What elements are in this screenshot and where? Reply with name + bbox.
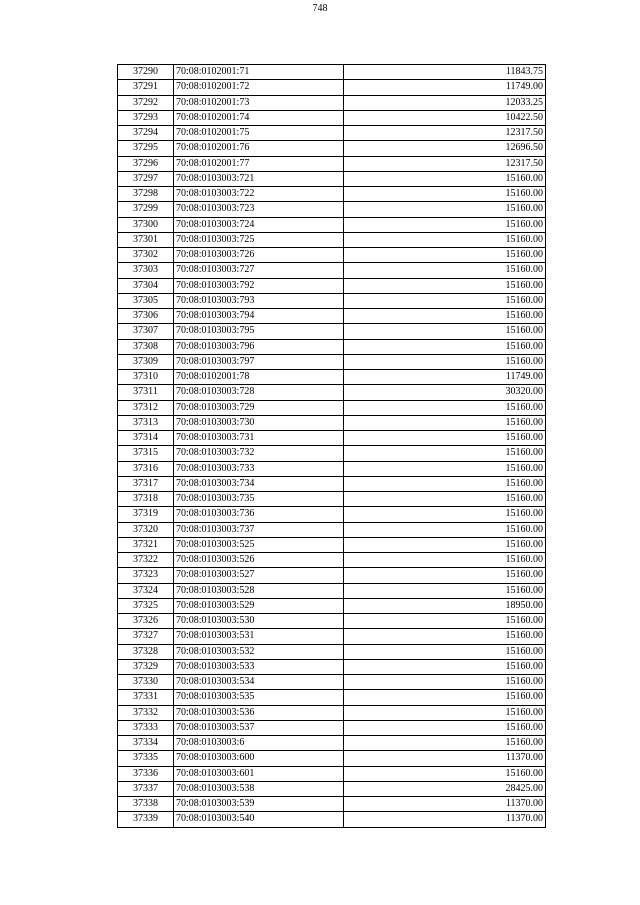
cadastral-number-cell: 70:08:0103003:727 <box>174 263 344 278</box>
row-number-cell: 37290 <box>118 65 174 80</box>
row-number-cell: 37332 <box>118 705 174 720</box>
cadastral-number-cell: 70:08:0103003:722 <box>174 187 344 202</box>
cadastral-number-cell: 70:08:0103003:734 <box>174 476 344 491</box>
table-row <box>118 385 546 400</box>
table-row <box>118 171 546 186</box>
cadastral-number-cell: 70:08:0103003:540 <box>174 812 344 827</box>
cadastral-number-cell: 70:08:0103003:532 <box>174 644 344 659</box>
value-cell: 15160.00 <box>344 522 546 537</box>
table-row <box>118 354 546 369</box>
row-number-cell: 37292 <box>118 95 174 110</box>
value-cell: 15160.00 <box>344 232 546 247</box>
table-row <box>118 278 546 293</box>
row-number-cell: 37299 <box>118 202 174 217</box>
cadastral-number-cell: 70:08:0103003:732 <box>174 446 344 461</box>
table-row <box>118 446 546 461</box>
row-number-cell: 37298 <box>118 187 174 202</box>
cadastral-number-cell: 70:08:0103003:534 <box>174 675 344 690</box>
cadastral-number-cell: 70:08:0103003:733 <box>174 461 344 476</box>
value-cell: 15160.00 <box>344 217 546 232</box>
value-cell: 28425.00 <box>344 781 546 796</box>
cadastral-number-cell: 70:08:0103003:797 <box>174 354 344 369</box>
value-cell: 12317.50 <box>344 156 546 171</box>
value-cell: 18950.00 <box>344 598 546 613</box>
row-number-cell: 37319 <box>118 507 174 522</box>
value-cell: 11370.00 <box>344 751 546 766</box>
table-row <box>118 583 546 598</box>
value-cell: 11370.00 <box>344 797 546 812</box>
value-cell: 15160.00 <box>344 766 546 781</box>
value-cell: 15160.00 <box>344 171 546 186</box>
table-row <box>118 309 546 324</box>
value-cell: 15160.00 <box>344 293 546 308</box>
row-number-cell: 37316 <box>118 461 174 476</box>
cadastral-number-cell: 70:08:0103003:721 <box>174 171 344 186</box>
table-row <box>118 324 546 339</box>
table-row <box>118 339 546 354</box>
value-cell: 15160.00 <box>344 553 546 568</box>
value-cell: 15160.00 <box>344 431 546 446</box>
table-row <box>118 507 546 522</box>
cadastral-number-cell: 70:08:0103003:531 <box>174 629 344 644</box>
cadastral-number-cell: 70:08:0102001:76 <box>174 141 344 156</box>
table-row <box>118 187 546 202</box>
cadastral-number-cell: 70:08:0103003:726 <box>174 248 344 263</box>
row-number-cell: 37294 <box>118 126 174 141</box>
table-row <box>118 751 546 766</box>
table-row <box>118 797 546 812</box>
table-row <box>118 293 546 308</box>
row-number-cell: 37307 <box>118 324 174 339</box>
cadastral-number-cell: 70:08:0103003:539 <box>174 797 344 812</box>
table-row <box>118 629 546 644</box>
row-number-cell: 37335 <box>118 751 174 766</box>
table-row <box>118 644 546 659</box>
row-number-cell: 37326 <box>118 614 174 629</box>
row-number-cell: 37327 <box>118 629 174 644</box>
cadastral-number-cell: 70:08:0103003:735 <box>174 492 344 507</box>
value-cell: 15160.00 <box>344 736 546 751</box>
value-cell: 15160.00 <box>344 461 546 476</box>
cadastral-number-cell: 70:08:0103003:537 <box>174 720 344 735</box>
row-number-cell: 37296 <box>118 156 174 171</box>
cadastral-number-cell: 70:08:0103003:725 <box>174 232 344 247</box>
value-cell: 15160.00 <box>344 537 546 552</box>
table-row <box>118 95 546 110</box>
value-cell: 15160.00 <box>344 614 546 629</box>
table-container <box>117 64 546 828</box>
value-cell: 15160.00 <box>344 339 546 354</box>
value-cell: 15160.00 <box>344 446 546 461</box>
cadastral-number-cell: 70:08:0103003:792 <box>174 278 344 293</box>
row-number-cell: 37310 <box>118 370 174 385</box>
row-number-cell: 37303 <box>118 263 174 278</box>
row-number-cell: 37324 <box>118 583 174 598</box>
table-row <box>118 461 546 476</box>
table-row <box>118 812 546 827</box>
value-cell: 15160.00 <box>344 202 546 217</box>
cadastral-number-cell: 70:08:0103003:731 <box>174 431 344 446</box>
value-cell: 15160.00 <box>344 644 546 659</box>
value-cell: 15160.00 <box>344 415 546 430</box>
table-body <box>118 65 546 828</box>
row-number-cell: 37293 <box>118 110 174 125</box>
row-number-cell: 37295 <box>118 141 174 156</box>
table-row <box>118 400 546 415</box>
cadastral-number-cell: 70:08:0103003:525 <box>174 537 344 552</box>
table-row <box>118 781 546 796</box>
value-cell: 15160.00 <box>344 278 546 293</box>
cadastral-number-cell: 70:08:0103003:794 <box>174 309 344 324</box>
table-row <box>118 766 546 781</box>
value-cell: 15160.00 <box>344 187 546 202</box>
table-row <box>118 431 546 446</box>
row-number-cell: 37304 <box>118 278 174 293</box>
row-number-cell: 37297 <box>118 171 174 186</box>
value-cell: 12317.50 <box>344 126 546 141</box>
cadastral-number-cell: 70:08:0102001:78 <box>174 370 344 385</box>
value-cell: 15160.00 <box>344 354 546 369</box>
value-cell: 15160.00 <box>344 476 546 491</box>
row-number-cell: 37300 <box>118 217 174 232</box>
page-number: 748 <box>312 3 328 14</box>
value-cell: 15160.00 <box>344 720 546 735</box>
cadastral-number-cell: 70:08:0103003:533 <box>174 659 344 674</box>
cadastral-number-cell: 70:08:0102001:75 <box>174 126 344 141</box>
cadastral-number-cell: 70:08:0103003:728 <box>174 385 344 400</box>
row-number-cell: 37334 <box>118 736 174 751</box>
table-row <box>118 156 546 171</box>
table-row <box>118 248 546 263</box>
value-cell: 15160.00 <box>344 309 546 324</box>
value-cell: 15160.00 <box>344 675 546 690</box>
cadastral-number-cell: 70:08:0103003:538 <box>174 781 344 796</box>
row-number-cell: 37330 <box>118 675 174 690</box>
row-number-cell: 37328 <box>118 644 174 659</box>
cadastral-number-cell: 70:08:0103003:724 <box>174 217 344 232</box>
table-row <box>118 126 546 141</box>
value-cell: 11843.75 <box>344 65 546 80</box>
value-cell: 15160.00 <box>344 629 546 644</box>
row-number-cell: 37301 <box>118 232 174 247</box>
table-row <box>118 263 546 278</box>
row-number-cell: 37308 <box>118 339 174 354</box>
cadastral-number-cell: 70:08:0103003:796 <box>174 339 344 354</box>
value-cell: 15160.00 <box>344 568 546 583</box>
value-cell: 11749.00 <box>344 80 546 95</box>
table-row <box>118 675 546 690</box>
cadastral-number-cell: 70:08:0103003:526 <box>174 553 344 568</box>
cadastral-number-cell: 70:08:0103003:736 <box>174 507 344 522</box>
row-number-cell: 37305 <box>118 293 174 308</box>
value-cell: 15160.00 <box>344 324 546 339</box>
cadastral-number-cell: 70:08:0103003:527 <box>174 568 344 583</box>
cadastral-number-cell: 70:08:0102001:72 <box>174 80 344 95</box>
row-number-cell: 37317 <box>118 476 174 491</box>
table-row <box>118 65 546 80</box>
cadastral-number-cell: 70:08:0103003:535 <box>174 690 344 705</box>
table-row <box>118 736 546 751</box>
table-row <box>118 614 546 629</box>
cadastral-number-cell: 70:08:0103003:528 <box>174 583 344 598</box>
value-cell: 15160.00 <box>344 507 546 522</box>
table-row <box>118 476 546 491</box>
value-cell: 15160.00 <box>344 492 546 507</box>
table-row <box>118 202 546 217</box>
cadastral-number-cell: 70:08:0103003:737 <box>174 522 344 537</box>
row-number-cell: 37329 <box>118 659 174 674</box>
value-cell: 15160.00 <box>344 248 546 263</box>
row-number-cell: 37338 <box>118 797 174 812</box>
table-row <box>118 522 546 537</box>
row-number-cell: 37311 <box>118 385 174 400</box>
table-row <box>118 598 546 613</box>
table-row <box>118 720 546 735</box>
table-row <box>118 492 546 507</box>
cadastral-number-cell: 70:08:0103003:730 <box>174 415 344 430</box>
row-number-cell: 37291 <box>118 80 174 95</box>
row-number-cell: 37315 <box>118 446 174 461</box>
value-cell: 12696.50 <box>344 141 546 156</box>
table-row <box>118 568 546 583</box>
row-number-cell: 37325 <box>118 598 174 613</box>
value-cell: 10422.50 <box>344 110 546 125</box>
value-cell: 15160.00 <box>344 705 546 720</box>
table-row <box>118 705 546 720</box>
table-row <box>118 415 546 430</box>
value-cell: 11370.00 <box>344 812 546 827</box>
cadastral-number-cell: 70:08:0102001:77 <box>174 156 344 171</box>
cadastral-number-cell: 70:08:0103003:6 <box>174 736 344 751</box>
cadastral-number-cell: 70:08:0102001:74 <box>174 110 344 125</box>
table-row <box>118 537 546 552</box>
row-number-cell: 37323 <box>118 568 174 583</box>
value-cell: 30320.00 <box>344 385 546 400</box>
table-row <box>118 690 546 705</box>
cadastral-number-cell: 70:08:0103003:729 <box>174 400 344 415</box>
table-row <box>118 110 546 125</box>
cadastral-number-cell: 70:08:0103003:529 <box>174 598 344 613</box>
cadastral-number-cell: 70:08:0103003:536 <box>174 705 344 720</box>
row-number-cell: 37320 <box>118 522 174 537</box>
value-cell: 11749.00 <box>344 370 546 385</box>
value-cell: 15160.00 <box>344 263 546 278</box>
cadastral-number-cell: 70:08:0103003:530 <box>174 614 344 629</box>
row-number-cell: 37306 <box>118 309 174 324</box>
table-row <box>118 217 546 232</box>
row-number-cell: 37322 <box>118 553 174 568</box>
row-number-cell: 37331 <box>118 690 174 705</box>
value-cell: 15160.00 <box>344 583 546 598</box>
row-number-cell: 37336 <box>118 766 174 781</box>
table-row <box>118 659 546 674</box>
row-number-cell: 37339 <box>118 812 174 827</box>
table-row <box>118 80 546 95</box>
cadastral-number-cell: 70:08:0103003:723 <box>174 202 344 217</box>
row-number-cell: 37312 <box>118 400 174 415</box>
cadastral-number-cell: 70:08:0103003:795 <box>174 324 344 339</box>
row-number-cell: 37313 <box>118 415 174 430</box>
value-cell: 12033.25 <box>344 95 546 110</box>
cadastral-number-cell: 70:08:0102001:71 <box>174 65 344 80</box>
value-cell: 15160.00 <box>344 690 546 705</box>
cadastral-number-cell: 70:08:0103003:793 <box>174 293 344 308</box>
cadastral-number-cell: 70:08:0103003:601 <box>174 766 344 781</box>
table-row <box>118 232 546 247</box>
row-number-cell: 37302 <box>118 248 174 263</box>
row-number-cell: 37314 <box>118 431 174 446</box>
table-row <box>118 553 546 568</box>
row-number-cell: 37318 <box>118 492 174 507</box>
data-table <box>117 64 546 828</box>
cadastral-number-cell: 70:08:0103003:600 <box>174 751 344 766</box>
row-number-cell: 37321 <box>118 537 174 552</box>
table-row <box>118 370 546 385</box>
cadastral-number-cell: 70:08:0102001:73 <box>174 95 344 110</box>
row-number-cell: 37333 <box>118 720 174 735</box>
row-number-cell: 37309 <box>118 354 174 369</box>
table-row <box>118 141 546 156</box>
value-cell: 15160.00 <box>344 659 546 674</box>
value-cell: 15160.00 <box>344 400 546 415</box>
row-number-cell: 37337 <box>118 781 174 796</box>
